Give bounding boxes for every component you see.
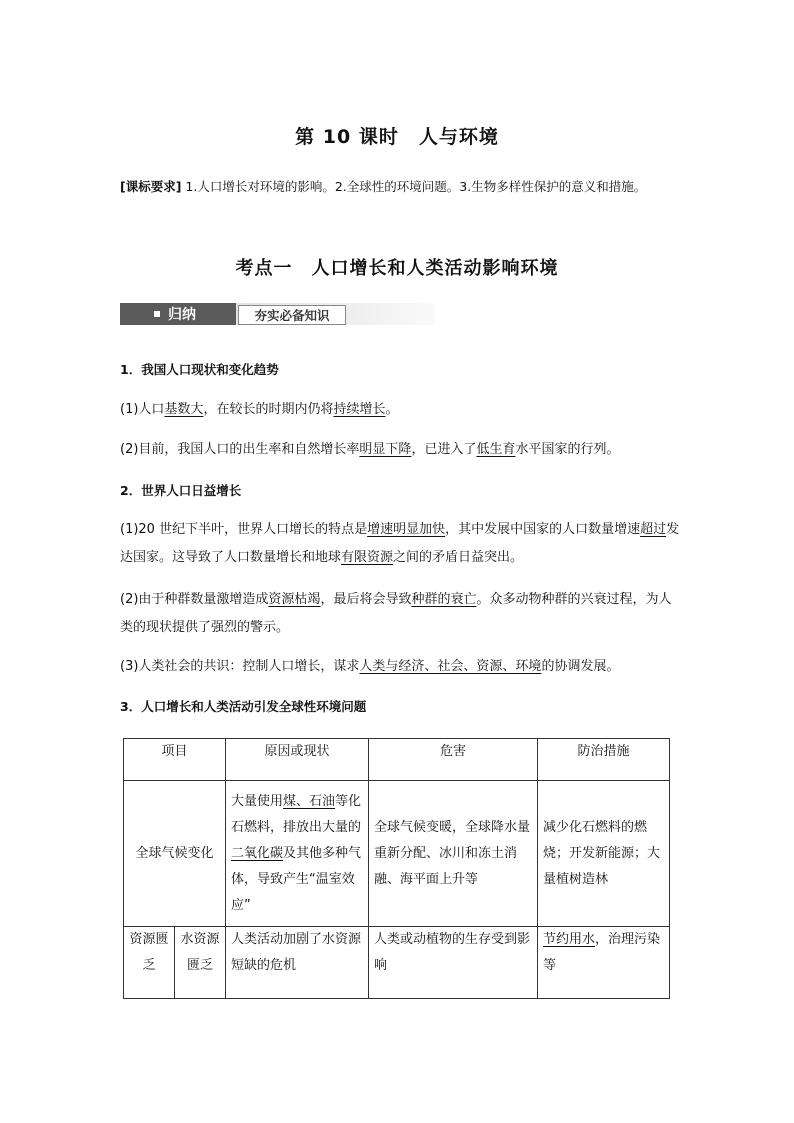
summary-banner <box>120 303 435 327</box>
point1-item2 <box>120 436 680 464</box>
underlined-answer: 人类与经济、社会、资源、环境 <box>359 659 542 674</box>
point2-item1 <box>120 516 680 572</box>
text-run: ，治理污染等 <box>543 932 661 973</box>
underlined-answer: 明显下降 <box>359 442 412 457</box>
underlined-answer: 基数大 <box>164 402 204 417</box>
table-header-row <box>124 739 670 781</box>
underlined-answer: 超过 <box>640 522 667 537</box>
underlined-answer: 种群的衰亡 <box>411 592 477 607</box>
banner-left-label: 归纳 <box>168 307 196 323</box>
text-run: 发达国家。这导致了人口数量增长和地球 <box>120 522 680 565</box>
table-row <box>124 927 670 999</box>
table-header-cell: 原因或现状 <box>226 739 369 781</box>
text-run: (3)人类社会的共识：控制人口增长，谋求 <box>120 659 360 674</box>
table-header-cell: 防治措施 <box>538 739 670 781</box>
square-bullet-icon <box>154 311 160 317</box>
underlined-answer: 资源枯竭 <box>268 592 321 607</box>
lesson-title: 第 10 课时 人与环境 <box>295 126 499 148</box>
section-title: 考点一 人口增长和人类活动影响环境 <box>235 258 559 279</box>
underlined-answer: 持续增长 <box>333 402 386 417</box>
underlined-answer: 增速明显加快 <box>367 522 446 537</box>
table-header-cell: 项目 <box>124 739 226 781</box>
underlined-answer: 节约用水 <box>543 932 596 947</box>
table-cell-measure <box>538 927 670 999</box>
underlined-answer: 有限资源 <box>341 550 394 565</box>
text-run: 之间的矛盾日益突出。 <box>393 550 524 565</box>
text-run: ，其中发展中国家的人口数量增速 <box>445 522 641 537</box>
point2-item3 <box>120 653 680 681</box>
banner-right <box>238 305 346 325</box>
point1-item1 <box>120 396 680 424</box>
requirements-tag: [课标要求] <box>120 179 182 194</box>
table-cell-subcategory: 水资源匮乏 <box>175 927 226 999</box>
text-run: 。众多动物种群的兴衰过程，为人类的现状提供了强烈的警示。 <box>120 592 672 635</box>
text-run: (1)20 世纪下半叶，世界人口增长的特点是 <box>120 522 368 537</box>
underlined-answer: 煤、石油 <box>283 793 336 809</box>
text-run: 及其他多种气体，导致产生“温室效应” <box>231 845 362 913</box>
underlined-answer: 低生育 <box>476 442 516 457</box>
table-row <box>124 781 670 927</box>
table-cell-category: 资源匮乏 <box>124 927 175 999</box>
text-run: (2)目前，我国人口的出生率和自然增长率 <box>120 442 360 457</box>
text-run: ，最后将会导致 <box>320 592 412 607</box>
point2-heading: 2．世界人口日益增长 <box>120 483 242 498</box>
curriculum-requirements <box>120 173 690 201</box>
text-run: (2)由于种群数量激增造成 <box>120 592 269 607</box>
table-header-cell: 危害 <box>369 739 538 781</box>
table-cell-harm: 人类或动植物的生存受到影响 <box>369 927 538 999</box>
text-run: ，在较长的时期内仍将 <box>203 402 334 417</box>
point1-heading: 1．我国人口现状和变化趋势 <box>120 362 279 377</box>
banner-left <box>120 303 236 325</box>
text-run: 大量使用 <box>231 793 284 809</box>
requirements-text: 1.人口增长对环境的影响。2.全球性的环境问题。3.生物多样性保护的意义和措施。 <box>185 179 647 194</box>
text-run: 水平国家的行列。 <box>515 442 620 457</box>
table-cell-measure: 减少化石燃料的燃烧；开发新能源；大量植树造林 <box>538 781 670 927</box>
environment-issues-table <box>123 738 670 999</box>
text-run: 的协调发展。 <box>541 659 620 674</box>
text-run: 等化石燃料，排放出大量的 <box>231 793 362 835</box>
text-run: 。 <box>385 402 399 417</box>
text-run: (1)人口 <box>120 402 165 417</box>
underlined-answer: 二氧化碳 <box>231 845 284 861</box>
text-run: ，已进入了 <box>411 442 477 457</box>
table-cell-cause <box>226 781 369 927</box>
banner-right-label: 夯实必备知识 <box>254 308 330 323</box>
table-cell-harm: 全球气候变暖，全球降水量重新分配、冰川和冻土消融、海平面上升等 <box>369 781 538 927</box>
point3-heading: 3．人口增长和人类活动引发全球性环境问题 <box>120 699 367 714</box>
table-cell-item: 全球气候变化 <box>124 781 226 927</box>
table-cell-cause: 人类活动加剧了水资源短缺的危机 <box>226 927 369 999</box>
point2-item2 <box>120 586 680 642</box>
